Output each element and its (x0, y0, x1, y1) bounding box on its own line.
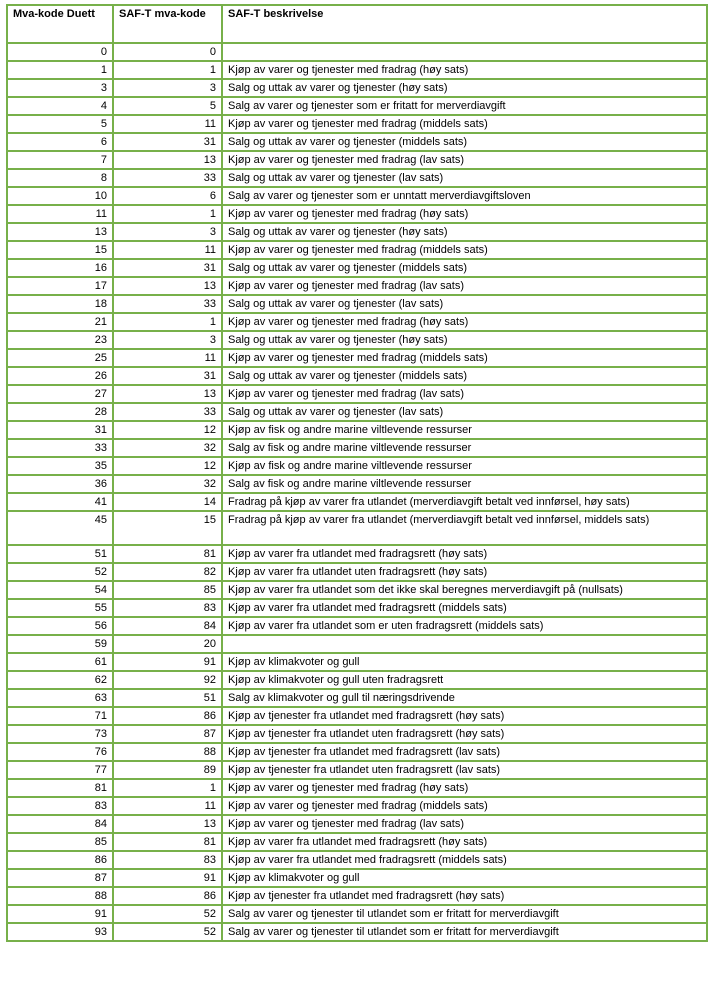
saft-description-cell (222, 635, 707, 653)
saft-code-cell: 32 (113, 475, 222, 493)
saft-description-cell: Kjøp av varer og tjenester med fradrag (middels sats) (222, 115, 707, 133)
saft-description-cell: Salg av fisk og andre marine viltlevende ressurser (222, 439, 707, 457)
table-row (7, 133, 707, 151)
saft-description-cell: Salg og uttak av varer og tjenester (høy sats) (222, 223, 707, 241)
saft-description-cell: Kjøp av klimakvoter og gull uten fradragsrett (222, 671, 707, 689)
duett-code-cell: 1 (7, 61, 113, 79)
table-row (7, 403, 707, 421)
saft-code-cell: 52 (113, 923, 222, 941)
table-row (7, 115, 707, 133)
table-row (7, 259, 707, 277)
table-row (7, 457, 707, 475)
saft-code-cell: 85 (113, 581, 222, 599)
duett-code-cell: 27 (7, 385, 113, 403)
table-row (7, 671, 707, 689)
duett-code-cell: 23 (7, 331, 113, 349)
saft-description-cell: Kjøp av varer fra utlandet med fradragsrett (middels sats) (222, 851, 707, 869)
duett-code-cell: 7 (7, 151, 113, 169)
column-header-duett-code: Mva-kode Duett (7, 5, 113, 43)
saft-description-cell: Kjøp av varer fra utlandet med fradragsrett (høy sats) (222, 545, 707, 563)
saft-code-cell: 1 (113, 313, 222, 331)
saft-description-cell: Kjøp av varer og tjenester med fradrag (lav sats) (222, 385, 707, 403)
saft-description-cell: Kjøp av varer fra utlandet med fradragsrett (høy sats) (222, 833, 707, 851)
table-row (7, 599, 707, 617)
duett-code-cell: 52 (7, 563, 113, 581)
saft-code-cell: 91 (113, 869, 222, 887)
saft-description-cell: Kjøp av klimakvoter og gull (222, 869, 707, 887)
duett-code-cell: 13 (7, 223, 113, 241)
table-row (7, 367, 707, 385)
table-row (7, 635, 707, 653)
duett-code-cell: 84 (7, 815, 113, 833)
saft-code-cell: 33 (113, 403, 222, 421)
table-row (7, 689, 707, 707)
saft-description-cell: Kjøp av varer fra utlandet med fradragsrett (middels sats) (222, 599, 707, 617)
saft-description-cell: Kjøp av tjenester fra utlandet uten fradragsrett (høy sats) (222, 725, 707, 743)
duett-code-cell: 81 (7, 779, 113, 797)
saft-code-cell: 92 (113, 671, 222, 689)
saft-code-cell: 51 (113, 689, 222, 707)
saft-description-cell: Kjøp av varer og tjenester med fradrag (middels sats) (222, 349, 707, 367)
saft-code-cell: 13 (113, 151, 222, 169)
duett-code-cell: 16 (7, 259, 113, 277)
saft-code-cell: 5 (113, 97, 222, 115)
table-row (7, 545, 707, 563)
table-row (7, 833, 707, 851)
duett-code-cell: 15 (7, 241, 113, 259)
saft-code-cell: 15 (113, 511, 222, 545)
saft-code-cell: 0 (113, 43, 222, 61)
table-row (7, 923, 707, 941)
saft-description-cell: Salg og uttak av varer og tjenester (høy sats) (222, 331, 707, 349)
saft-description-cell: Fradrag på kjøp av varer fra utlandet (merverdiavgift betalt ved innførsel, middels sats) (222, 511, 707, 545)
saft-code-cell: 89 (113, 761, 222, 779)
saft-description-cell: Kjøp av tjenester fra utlandet med fradragsrett (lav sats) (222, 743, 707, 761)
table-row (7, 385, 707, 403)
table-header-row (7, 5, 707, 43)
saft-code-cell: 31 (113, 133, 222, 151)
duett-code-cell: 31 (7, 421, 113, 439)
table-row (7, 815, 707, 833)
saft-code-cell: 84 (113, 617, 222, 635)
table-row (7, 421, 707, 439)
saft-description-cell: Salg og uttak av varer og tjenester (middels sats) (222, 367, 707, 385)
saft-code-cell: 52 (113, 905, 222, 923)
table-row (7, 725, 707, 743)
duett-code-cell: 3 (7, 79, 113, 97)
table-row (7, 43, 707, 61)
duett-code-cell: 77 (7, 761, 113, 779)
vat-code-mapping-table (6, 4, 708, 942)
duett-code-cell: 41 (7, 493, 113, 511)
duett-code-cell: 18 (7, 295, 113, 313)
table-row (7, 313, 707, 331)
saft-code-cell: 83 (113, 851, 222, 869)
table-row (7, 169, 707, 187)
saft-description-cell: Salg og uttak av varer og tjenester (lav sats) (222, 403, 707, 421)
saft-description-cell: Kjøp av varer fra utlandet som det ikke skal beregnes merverdiavgift på (nullsats) (222, 581, 707, 599)
saft-description-cell: Kjøp av varer og tjenester med fradrag (lav sats) (222, 151, 707, 169)
saft-description-cell (222, 43, 707, 61)
duett-code-cell: 83 (7, 797, 113, 815)
table-body (7, 43, 707, 941)
saft-code-cell: 13 (113, 385, 222, 403)
saft-description-cell: Salg og uttak av varer og tjenester (middels sats) (222, 133, 707, 151)
duett-code-cell: 61 (7, 653, 113, 671)
duett-code-cell: 36 (7, 475, 113, 493)
table-row (7, 475, 707, 493)
saft-code-cell: 33 (113, 295, 222, 313)
saft-description-cell: Salg og uttak av varer og tjenester (høy sats) (222, 79, 707, 97)
saft-code-cell: 20 (113, 635, 222, 653)
saft-description-cell: Kjøp av varer og tjenester med fradrag (lav sats) (222, 277, 707, 295)
duett-code-cell: 25 (7, 349, 113, 367)
table-row (7, 905, 707, 923)
saft-description-cell: Kjøp av varer og tjenester med fradrag (lav sats) (222, 815, 707, 833)
saft-description-cell: Kjøp av varer og tjenester med fradrag (høy sats) (222, 61, 707, 79)
saft-code-cell: 13 (113, 277, 222, 295)
saft-description-cell: Kjøp av fisk og andre marine viltlevende ressurser (222, 421, 707, 439)
duett-code-cell: 73 (7, 725, 113, 743)
saft-code-cell: 83 (113, 599, 222, 617)
table-row (7, 797, 707, 815)
table-row (7, 511, 707, 545)
table-row (7, 223, 707, 241)
saft-description-cell: Salg og uttak av varer og tjenester (lav sats) (222, 295, 707, 313)
saft-description-cell: Kjøp av varer og tjenester med fradrag (høy sats) (222, 313, 707, 331)
saft-code-cell: 14 (113, 493, 222, 511)
table-row (7, 779, 707, 797)
table-row (7, 617, 707, 635)
saft-code-cell: 6 (113, 187, 222, 205)
saft-description-cell: Kjøp av varer og tjenester med fradrag (høy sats) (222, 205, 707, 223)
table-row (7, 563, 707, 581)
table-row (7, 743, 707, 761)
duett-code-cell: 21 (7, 313, 113, 331)
duett-code-cell: 55 (7, 599, 113, 617)
duett-code-cell: 26 (7, 367, 113, 385)
duett-code-cell: 88 (7, 887, 113, 905)
saft-description-cell: Salg av klimakvoter og gull til næringsdrivende (222, 689, 707, 707)
duett-code-cell: 56 (7, 617, 113, 635)
duett-code-cell: 17 (7, 277, 113, 295)
saft-description-cell: Salg og uttak av varer og tjenester (middels sats) (222, 259, 707, 277)
duett-code-cell: 6 (7, 133, 113, 151)
table-row (7, 653, 707, 671)
duett-code-cell: 35 (7, 457, 113, 475)
saft-description-cell: Fradrag på kjøp av varer fra utlandet (merverdiavgift betalt ved innførsel, høy sats) (222, 493, 707, 511)
saft-description-cell: Salg av varer og tjenester til utlandet som er fritatt for merverdiavgift (222, 923, 707, 941)
saft-code-cell: 11 (113, 241, 222, 259)
column-header-saft-code: SAF-T mva-kode (113, 5, 222, 43)
saft-code-cell: 91 (113, 653, 222, 671)
saft-description-cell: Salg av varer og tjenester til utlandet som er fritatt for merverdiavgift (222, 905, 707, 923)
duett-code-cell: 63 (7, 689, 113, 707)
duett-code-cell: 4 (7, 97, 113, 115)
duett-code-cell: 93 (7, 923, 113, 941)
duett-code-cell: 76 (7, 743, 113, 761)
table-row (7, 331, 707, 349)
saft-description-cell: Kjøp av klimakvoter og gull (222, 653, 707, 671)
saft-description-cell: Salg av varer og tjenester som er fritatt for merverdiavgift (222, 97, 707, 115)
table-row (7, 349, 707, 367)
saft-code-cell: 31 (113, 259, 222, 277)
saft-code-cell: 82 (113, 563, 222, 581)
saft-code-cell: 33 (113, 169, 222, 187)
saft-code-cell: 88 (113, 743, 222, 761)
table-row (7, 277, 707, 295)
duett-code-cell: 8 (7, 169, 113, 187)
saft-code-cell: 81 (113, 833, 222, 851)
duett-code-cell: 62 (7, 671, 113, 689)
saft-code-cell: 32 (113, 439, 222, 457)
table-row (7, 205, 707, 223)
table-row (7, 761, 707, 779)
saft-description-cell: Kjøp av tjenester fra utlandet med fradragsrett (høy sats) (222, 887, 707, 905)
saft-code-cell: 3 (113, 331, 222, 349)
duett-code-cell: 10 (7, 187, 113, 205)
saft-code-cell: 81 (113, 545, 222, 563)
duett-code-cell: 86 (7, 851, 113, 869)
duett-code-cell: 33 (7, 439, 113, 457)
saft-code-cell: 3 (113, 79, 222, 97)
saft-description-cell: Kjøp av varer og tjenester med fradrag (høy sats) (222, 779, 707, 797)
duett-code-cell: 59 (7, 635, 113, 653)
duett-code-cell: 5 (7, 115, 113, 133)
saft-code-cell: 11 (113, 797, 222, 815)
saft-code-cell: 86 (113, 887, 222, 905)
saft-code-cell: 12 (113, 457, 222, 475)
table-row (7, 869, 707, 887)
duett-code-cell: 54 (7, 581, 113, 599)
table-row (7, 97, 707, 115)
duett-code-cell: 85 (7, 833, 113, 851)
table-row (7, 61, 707, 79)
duett-code-cell: 91 (7, 905, 113, 923)
duett-code-cell: 0 (7, 43, 113, 61)
saft-code-cell: 1 (113, 61, 222, 79)
saft-code-cell: 87 (113, 725, 222, 743)
column-header-saft-description: SAF-T beskrivelse (222, 5, 707, 43)
table-row (7, 851, 707, 869)
table-row (7, 241, 707, 259)
saft-code-cell: 86 (113, 707, 222, 725)
saft-description-cell: Salg og uttak av varer og tjenester (lav sats) (222, 169, 707, 187)
saft-code-cell: 31 (113, 367, 222, 385)
table-row (7, 439, 707, 457)
saft-code-cell: 11 (113, 115, 222, 133)
saft-code-cell: 1 (113, 779, 222, 797)
saft-code-cell: 13 (113, 815, 222, 833)
saft-code-cell: 12 (113, 421, 222, 439)
table-row (7, 295, 707, 313)
saft-description-cell: Kjøp av varer fra utlandet som er uten fradragsrett (middels sats) (222, 617, 707, 635)
saft-description-cell: Salg av fisk og andre marine viltlevende ressurser (222, 475, 707, 493)
saft-description-cell: Kjøp av varer og tjenester med fradrag (middels sats) (222, 797, 707, 815)
duett-code-cell: 71 (7, 707, 113, 725)
saft-code-cell: 3 (113, 223, 222, 241)
table-row (7, 79, 707, 97)
duett-code-cell: 28 (7, 403, 113, 421)
duett-code-cell: 11 (7, 205, 113, 223)
saft-description-cell: Kjøp av varer og tjenester med fradrag (middels sats) (222, 241, 707, 259)
saft-code-cell: 11 (113, 349, 222, 367)
table-row (7, 493, 707, 511)
saft-description-cell: Kjøp av varer fra utlandet uten fradragsrett (høy sats) (222, 563, 707, 581)
table-row (7, 151, 707, 169)
table-row (7, 887, 707, 905)
duett-code-cell: 45 (7, 511, 113, 545)
table-row (7, 187, 707, 205)
saft-description-cell: Kjøp av tjenester fra utlandet med fradragsrett (høy sats) (222, 707, 707, 725)
saft-description-cell: Salg av varer og tjenester som er unntatt merverdiavgiftsloven (222, 187, 707, 205)
saft-description-cell: Kjøp av fisk og andre marine viltlevende ressurser (222, 457, 707, 475)
duett-code-cell: 87 (7, 869, 113, 887)
table-row (7, 581, 707, 599)
saft-description-cell: Kjøp av tjenester fra utlandet uten fradragsrett (lav sats) (222, 761, 707, 779)
table-row (7, 707, 707, 725)
duett-code-cell: 51 (7, 545, 113, 563)
saft-code-cell: 1 (113, 205, 222, 223)
